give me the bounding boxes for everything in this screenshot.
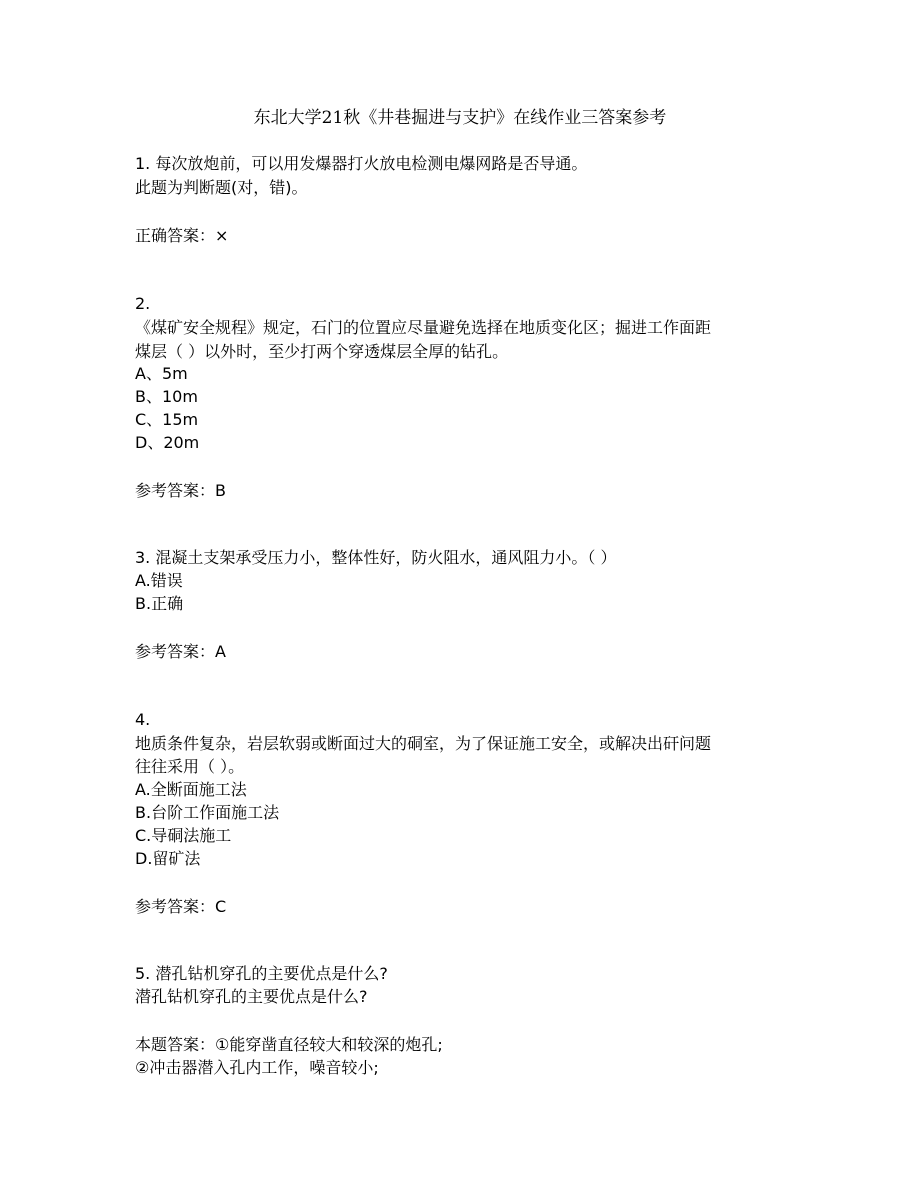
q2-option-d: D、20m xyxy=(135,433,200,452)
q4-option-c: C.导硐法施工 xyxy=(135,826,232,845)
document-title: 东北大学21秋《井巷掘进与支护》在线作业三答案参考 xyxy=(253,108,667,128)
q4-option-b: B.台阶工作面施工法 xyxy=(135,803,280,822)
q4-answer: 参考答案：C xyxy=(135,897,227,916)
q2-stem-line1: 《煤矿安全规程》规定，石门的位置应尽量避免选择在地质变化区；掘进工作面距 xyxy=(135,318,712,337)
q3-option-b: B.正确 xyxy=(135,594,184,613)
q3-answer: 参考答案：A xyxy=(135,642,226,661)
q2-option-a: A、5m xyxy=(135,364,188,383)
q3-stem: 3. 混凝土支架承受压力小，整体性好，防火阻水，通风阻力小。（ ） xyxy=(135,548,617,567)
q3-option-a: A.错误 xyxy=(135,571,183,590)
q4-number: 4. xyxy=(135,710,151,729)
q1-type-note: 此题为判断题(对，错)。 xyxy=(135,178,308,197)
q4-option-a: A.全断面施工法 xyxy=(135,780,247,799)
q2-number: 2. xyxy=(135,294,151,313)
q4-option-d: D.留矿法 xyxy=(135,849,201,868)
q1-answer: 正确答案：× xyxy=(135,226,229,245)
q2-option-b: B、10m xyxy=(135,387,198,406)
q2-option-c: C、15m xyxy=(135,410,199,429)
q5-stem: 5. 潜孔钻机穿孔的主要优点是什么? xyxy=(135,964,388,983)
q1-stem: 1. 每次放炮前，可以用发爆器打火放电检测电爆网路是否导通。 xyxy=(135,154,588,173)
q5-answer-line2: ②冲击器潜入孔内工作，噪音较小; xyxy=(135,1058,379,1077)
q5-stem-repeat: 潜孔钻机穿孔的主要优点是什么? xyxy=(135,987,368,1006)
q4-stem-line1: 地质条件复杂，岩层软弱或断面过大的硐室，为了保证施工安全，或解决出矸问题 xyxy=(135,734,712,753)
q2-answer: 参考答案：B xyxy=(135,481,226,500)
q2-stem-line2: 煤层（ ）以外时，至少打两个穿透煤层全厚的钻孔。 xyxy=(135,342,509,361)
q5-answer-line1: 本题答案：①能穿凿直径较大和较深的炮孔; xyxy=(135,1035,443,1054)
q4-stem-line2: 往往采用（ ）。 xyxy=(135,757,245,776)
